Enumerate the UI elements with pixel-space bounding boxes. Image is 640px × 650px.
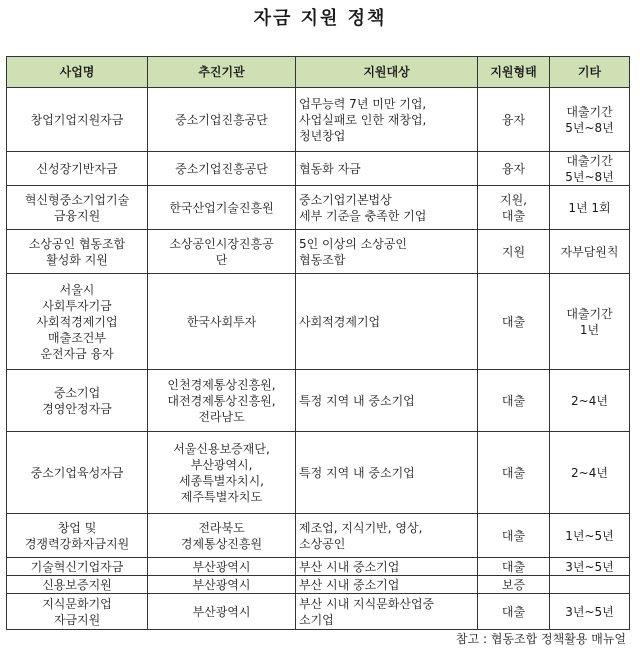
cell-form xyxy=(478,186,550,230)
cell-text: 중소기업진흥공단 xyxy=(175,161,268,176)
cell-text: 대출 xyxy=(501,559,526,574)
cell-agency xyxy=(148,576,296,594)
cell-form xyxy=(478,230,550,274)
cell-text: 대출 xyxy=(501,314,526,329)
cell-text: 사회적경제기업 xyxy=(299,314,381,329)
cell-etc xyxy=(550,558,630,576)
cell-text: 중소기업기본법상 xyxy=(299,192,392,207)
cell-text: 협동화 자금 xyxy=(299,161,361,176)
cell-name xyxy=(7,370,148,432)
cell-text: 자금지원 xyxy=(53,612,101,627)
cell-text: 세종특별자치시, xyxy=(179,473,264,488)
cell-agency xyxy=(148,594,296,630)
cell-text: 창업 및 xyxy=(57,520,97,535)
cell-text: 대출기간 xyxy=(566,104,613,119)
cell-agency xyxy=(148,152,296,186)
cell-etc xyxy=(550,432,630,514)
cell-target xyxy=(296,594,478,630)
table-row xyxy=(7,152,630,186)
cell-form xyxy=(478,88,550,152)
cell-text: 부산광역시 xyxy=(192,559,251,574)
cell-text: 특정 지역 내 중소기업 xyxy=(299,465,415,480)
cell-etc xyxy=(550,152,630,186)
cell-text: 지원 xyxy=(501,244,526,259)
table-row xyxy=(7,576,630,594)
cell-target xyxy=(296,432,478,514)
cell-text: 소상공인시장진흥공 xyxy=(169,236,274,251)
cell-agency xyxy=(148,432,296,514)
cell-etc xyxy=(550,594,630,630)
cell-name xyxy=(7,274,148,370)
cell-text: 1년 1회 xyxy=(568,200,611,215)
cell-etc xyxy=(550,88,630,152)
cell-text: 5인 이상의 소상공인 xyxy=(299,236,408,251)
cell-target xyxy=(296,88,478,152)
cell-agency xyxy=(148,370,296,432)
header-name: 사업명 xyxy=(7,57,148,88)
cell-text: 2~4년 xyxy=(571,393,608,408)
cell-text: 보증 xyxy=(501,577,526,592)
cell-text: 한국산업기술진흥원 xyxy=(169,200,274,215)
cell-text: 인천경제통상진흥원, xyxy=(167,377,276,392)
policy-table xyxy=(6,56,630,630)
cell-name xyxy=(7,186,148,230)
cell-text: 3년~5년 xyxy=(565,559,614,574)
cell-text: 부산 시내 중소기업 xyxy=(299,577,400,592)
table-row xyxy=(7,88,630,152)
cell-text: 운전자금 융자 xyxy=(40,346,114,361)
cell-target xyxy=(296,514,478,558)
cell-agency xyxy=(148,558,296,576)
cell-text: 중소기업 xyxy=(53,385,101,400)
cell-text: 대출 xyxy=(501,465,526,480)
cell-text: 자부담원칙 xyxy=(560,244,619,259)
cell-text: 전라남도 xyxy=(198,409,245,424)
cell-target xyxy=(296,186,478,230)
cell-etc xyxy=(550,274,630,370)
cell-text: 1년 xyxy=(579,322,600,337)
table-row xyxy=(7,432,630,514)
cell-text: 신용보증지원 xyxy=(42,577,112,592)
cell-text: 한국사회투자 xyxy=(186,314,257,329)
cell-text: 대출 xyxy=(501,528,526,543)
cell-text: 중소기업육성자금 xyxy=(30,465,124,480)
cell-form xyxy=(478,594,550,630)
cell-text: 사회투자기금 xyxy=(42,298,112,313)
cell-text: 5년~8년 xyxy=(565,169,614,184)
cell-target xyxy=(296,152,478,186)
cell-form xyxy=(478,576,550,594)
cell-form xyxy=(478,274,550,370)
cell-text: 전라북도 xyxy=(198,520,245,535)
cell-text: 지원, xyxy=(500,192,527,207)
cell-text: 협동조합 xyxy=(299,252,346,267)
cell-name xyxy=(7,558,148,576)
cell-agency xyxy=(148,88,296,152)
table-row xyxy=(7,274,630,370)
cell-text: 창업기업지원자금 xyxy=(30,112,124,127)
cell-text: 서울신용보증재단, xyxy=(173,441,270,456)
cell-text: 소상공인 협동조합 xyxy=(28,236,126,251)
cell-text: 소상공인 xyxy=(299,536,346,551)
cell-text: 기술혁신기업자금 xyxy=(30,559,124,574)
cell-agency xyxy=(148,186,296,230)
cell-etc xyxy=(550,230,630,274)
cell-name xyxy=(7,432,148,514)
cell-text: 경영안정자금 xyxy=(42,401,112,416)
cell-text: 제주특별자치도 xyxy=(180,489,263,504)
cell-name xyxy=(7,594,148,630)
cell-etc xyxy=(550,576,630,594)
footnote: 참고 : 협동조합 정책활용 매뉴얼 xyxy=(456,632,626,646)
table-row xyxy=(7,370,630,432)
cell-text: 혁신형중소기업기술 xyxy=(24,192,130,207)
cell-form xyxy=(478,558,550,576)
cell-text: 지식문화기업 xyxy=(42,596,112,611)
cell-agency xyxy=(148,274,296,370)
cell-text: 중소기업진흥공단 xyxy=(175,112,268,127)
cell-form xyxy=(478,514,550,558)
cell-text: 서울시 xyxy=(59,282,95,297)
table-row xyxy=(7,558,630,576)
cell-text: 신성장기반자금 xyxy=(36,161,118,176)
cell-name xyxy=(7,152,148,186)
header-form: 지원형태 xyxy=(478,57,550,88)
cell-text: 대출 xyxy=(501,604,526,619)
table-row xyxy=(7,514,630,558)
cell-agency xyxy=(148,514,296,558)
cell-text: 1년~5년 xyxy=(565,528,614,543)
cell-text: 업무능력 7년 미만 기업, xyxy=(299,96,427,111)
cell-text: 경쟁력강화자금지원 xyxy=(24,536,130,551)
cell-text: 특정 지역 내 중소기업 xyxy=(299,393,415,408)
cell-text: 경제통상진흥원 xyxy=(180,536,263,551)
cell-name xyxy=(7,88,148,152)
cell-text: 부산광역시, xyxy=(190,457,253,472)
cell-form xyxy=(478,152,550,186)
cell-text: 대전경제통상진흥원, xyxy=(167,393,276,408)
cell-text: 매출조건부 xyxy=(48,330,106,345)
cell-target xyxy=(296,576,478,594)
cell-text: 청년창업 xyxy=(299,128,346,143)
cell-text: 융자 xyxy=(501,112,526,127)
cell-text: 대출 xyxy=(501,393,526,408)
cell-text: 부산광역시 xyxy=(192,604,251,619)
cell-text: 소기업 xyxy=(299,612,334,627)
cell-text: 활성화 지원 xyxy=(46,252,108,267)
table-row xyxy=(7,594,630,630)
cell-target xyxy=(296,558,478,576)
cell-agency xyxy=(148,230,296,274)
page-title: 자금 지원 정책 xyxy=(253,8,387,29)
cell-target xyxy=(296,370,478,432)
cell-text: 3년~5년 xyxy=(565,604,614,619)
cell-text: 사업실패로 인한 재창업, xyxy=(299,112,427,127)
cell-text: 세부 기준을 충족한 기업 xyxy=(299,208,427,223)
header-agency: 추진기관 xyxy=(148,57,296,88)
header-target: 지원대상 xyxy=(296,57,478,88)
header-etc: 기타 xyxy=(550,57,630,88)
cell-etc xyxy=(550,186,630,230)
cell-target xyxy=(296,274,478,370)
cell-name xyxy=(7,576,148,594)
table-row xyxy=(7,230,630,274)
cell-text: 대출기간 xyxy=(566,306,613,321)
cell-text: 제조업, 지식기반, 영상, xyxy=(299,520,423,535)
cell-text: 부산 시내 중소기업 xyxy=(299,559,400,574)
cell-etc xyxy=(550,370,630,432)
cell-text: 금융지원 xyxy=(53,208,101,223)
cell-name xyxy=(7,230,148,274)
cell-text: 단 xyxy=(215,252,228,267)
cell-text: 대출 xyxy=(501,208,526,223)
cell-etc xyxy=(550,514,630,558)
cell-form xyxy=(478,370,550,432)
cell-form xyxy=(478,432,550,514)
cell-text: 사회적경제기업 xyxy=(36,314,118,329)
cell-text: 융자 xyxy=(501,161,526,176)
table-row xyxy=(7,186,630,230)
table-header-row xyxy=(7,57,630,88)
cell-text: 2~4년 xyxy=(571,465,608,480)
cell-text: 부산 시내 지식문화산업중 xyxy=(299,596,435,611)
cell-text: 부산광역시 xyxy=(192,577,251,592)
cell-text: 대출기간 xyxy=(566,153,613,168)
cell-text: 5년~8년 xyxy=(565,120,614,135)
cell-name xyxy=(7,514,148,558)
cell-target xyxy=(296,230,478,274)
